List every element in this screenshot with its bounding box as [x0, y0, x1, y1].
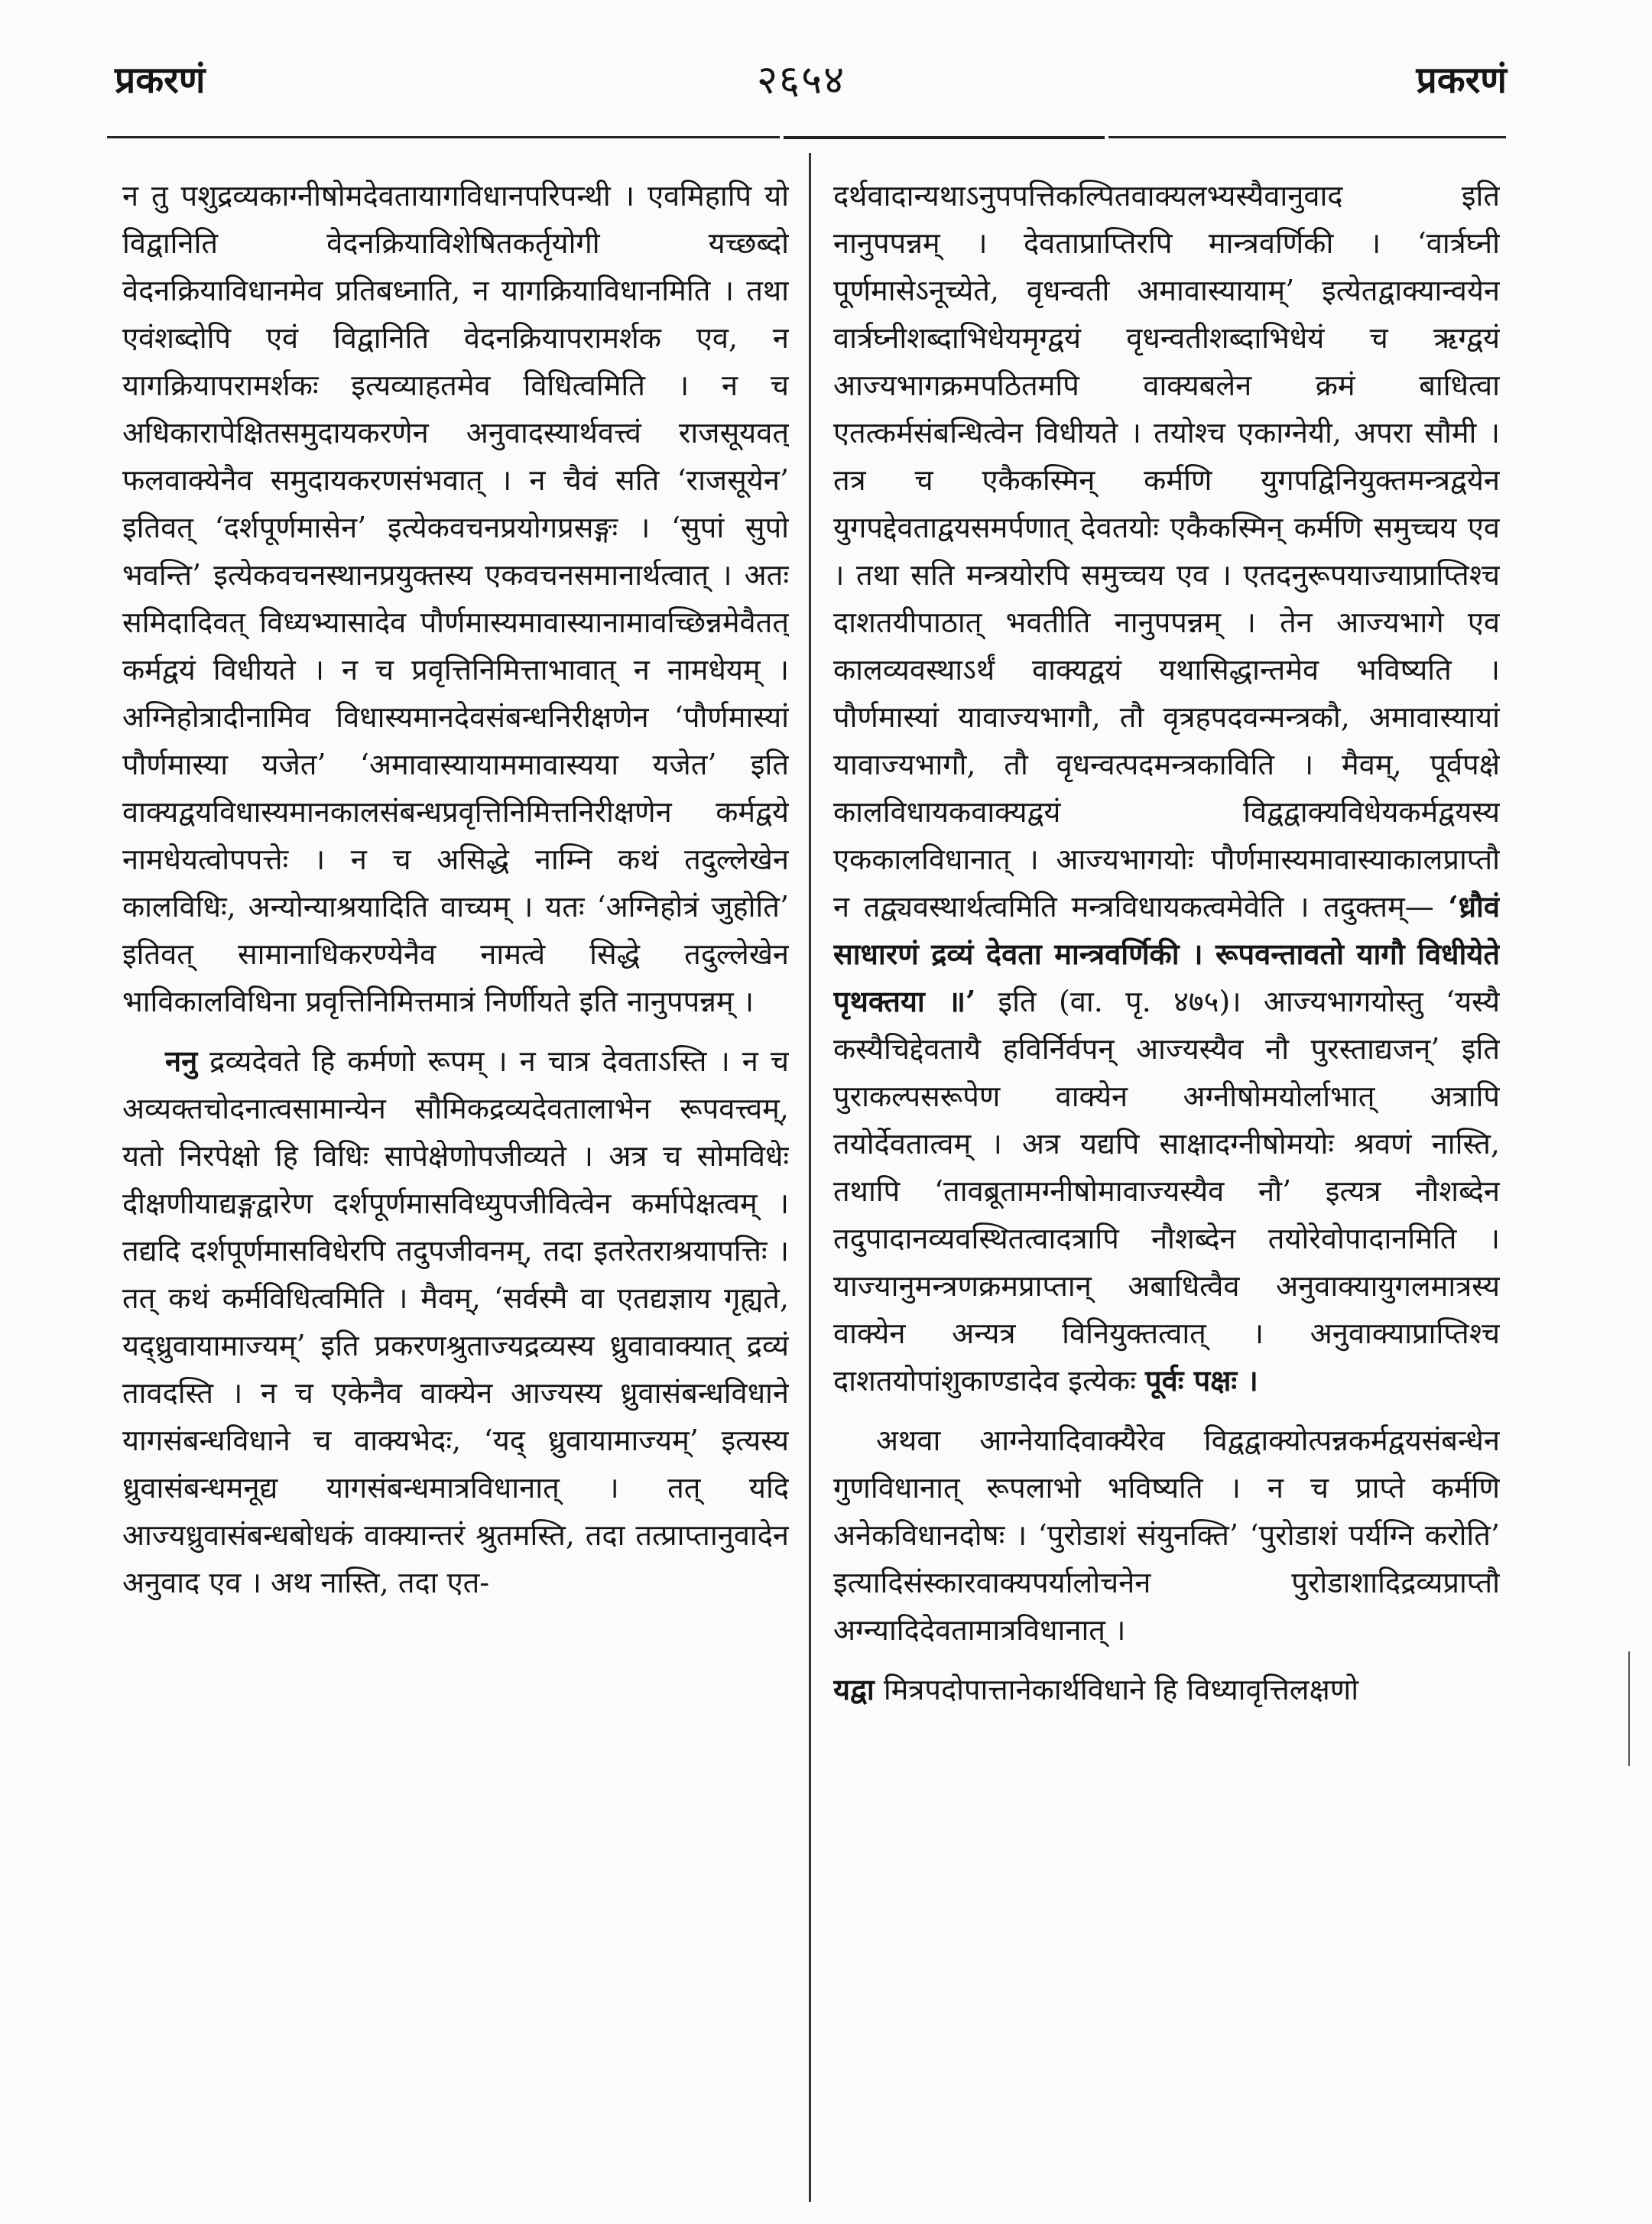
section-marker: पूर्वः पक्षः ।	[1144, 1363, 1258, 1398]
paragraph-text: द्रव्यदेवते हि कर्मणो रूपम् । न चात्र देवताऽस्ति । न च अव्यक्तचोदनात्वसामान्येन सौमिकद्रव्यदेवतालाभेन रूपवत्त्वम्, यतो निरपेक्षो हि विधिः सापेक्षेणोपजीव्यते । अत्र च सोमविधेः दीक्षणीयाद्यङ्गद्वारेण दर्शपूर्णमासविध्युपजीवित्वेन कर्मापेक्षत्वम् । तद्यदि दर्शपूर्णमासविधेरपि तदुपजीवनम्, तदा इतरेतराश्रयापत्तिः । तत् कथं कर्मविधित्वमिति । मैवम्, ‘सर्वस्मै वा एतद्यज्ञाय गृह्यते, यद्ध्रुवायामाज्यम्’ इति प्रकरणश्रुताज्यद्रव्यस्य ध्रुवावाक्यात् द्रव्यं तावदस्ति । न च एकेनैव वाक्येन आज्यस्य ध्रुवासंबन्धविधाने यागसंबन्धविधाने च वाक्यभेदः, ‘यद् ध्रुवायामाज्यम्’ इत्यस्य ध्रुवासंबन्धमनूद्य यागसंबन्धमात्रविधानात् । तत् यदि आज्यध्रुवासंबन्धबोधकं वाक्यान्तरं श्रुतमस्ति, तदा तत्प्राप्तानुवादेन अनुवाद एव । अथ नास्ति, तदा एत-	[122, 1044, 789, 1599]
verse-quote: ‘ध्रौवं साधारणं द्रव्यं देवता मान्त्रवर्णिकी । रूपवन्तावतो यागौ विधीयेते पृथक्तया ॥’	[833, 889, 1500, 1018]
column-divider	[809, 153, 811, 2202]
right-column	[833, 172, 1500, 2206]
paragraph-text: इति (वा. पृ. ४७५)। आज्यभागयोस्तु ‘यस्यै कस्यैचिद्देवतायै हविर्निर्वपन् आज्यस्यैव नौ पुरस्ताद्यजन्’ इति पुराकल्पसरूपेण वाक्येन अग्नीषोमयोर्लाभात् अत्रापि तयोर्देवतात्वम् । अत्र यद्यपि साक्षादग्नीषोमयोः श्रवणं नास्ति, तथापि ‘तावब्रूतामग्नीषोमावाज्यस्यैव नौ’ इत्यत्र नौशब्देन तदुपादानव्यवस्थितत्वादत्रापि नौशब्देन तयोरेवोपादानमिति । याज्यानुमन्त्रणक्रमप्राप्तान् अबाधित्वैव अनुवाक्यायुगलमात्रस्य वाक्येन अन्यत्र विनियुक्तत्वात् । अनुवाक्याप्राप्तिश्च दाशतयोपांशुकाण्डादेव इत्येकः	[833, 985, 1500, 1398]
header-rule	[107, 136, 780, 138]
paragraph-lead-word: अथवा	[876, 1424, 941, 1457]
margin-mark	[1628, 1651, 1630, 1766]
page-number: २६५४	[757, 57, 846, 103]
paragraph-text: आग्नेयादिवाक्यैरेव विद्वद्वाक्योत्पन्नकर्मद्वयसंबन्धेन गुणविधानात् रूपलाभो भविष्यति । न च प्राप्ते कर्मणि अनेकविधानदोषः । ‘पुरोडाशं संयुनक्ति’ ‘पुरोडाशं पर्यग्नि करोति’ इत्यादिसंस्कारवाक्यपर्यालोचनेन पुरोडाशादिद्रव्यप्राप्तौ अग्न्यादिदेवतामात्रविधानात् ।	[833, 1424, 1500, 1647]
running-header-left: प्रकरणं	[115, 59, 206, 102]
paragraph-text: मित्रपदोपात्तानेकार्थविधाने हि विध्यावृत्तिलक्षणो	[883, 1673, 1359, 1706]
running-header-right: प्रकरणं	[1416, 59, 1507, 102]
paragraph-lead-word: यद्वा	[833, 1672, 875, 1706]
paragraph	[833, 1666, 1500, 1713]
header-rule	[784, 136, 1105, 139]
header-rule	[1108, 136, 1506, 138]
paragraph	[833, 1417, 1500, 1654]
paragraph-text: दर्थवादान्यथाऽनुपपत्तिकल्पितवाक्यलभ्यस्यैवानुवाद इति नानुपपन्नम् । देवताप्राप्तिरपि मान्त्रवर्णिकी । ‘वार्त्रघ्नी पूर्णमासेऽनूच्येते, वृधन्वती अमावास्यायाम्’ इत्येतद्वाक्यान्वयेन वार्त्रघ्नीशब्दाभिधेयमृग्द्वयं वृधन्वतीशब्दाभिधेयं च ऋग्द्वयं आज्यभागक्रमपठितमपि वाक्यबलेन क्रमं बाधित्वा एतत्कर्मसंबन्धित्वेन विधीयते । तयोश्च एकाग्नेयी, अपरा सौमी । तत्र च एकैकस्मिन् कर्मणि युगपद्विनियुक्तमन्त्रद्वयेन युगपद्देवताद्वयसमर्पणात् देवतयोः एकैकस्मिन् कर्मणि समुच्चय एव । तथा सति मन्त्रयोरपि समुच्चय एव । एतदनुरूपयाज्याप्राप्तिश्च दाशतयीपाठात् भवतीति नानुपपन्नम् । तेन आज्यभागे एव कालव्यवस्थाऽर्थं वाक्यद्वयं यथासिद्धान्तमेव भविष्यति । पौर्णमास्यां यावाज्यभागौ, तौ वृत्रहपदवन्मन्त्रकौ, अमावास्यायां यावाज्यभागौ, तौ वृधन्वत्पदमन्त्रकाविति । मैवम्, पूर्वपक्षे कालविधायकवाक्यद्वयं विद्वद्वाक्यविधेयकर्मद्वयस्य एककालविधानात् । आज्यभागयोः पौर्णमास्यमावास्याकालप्राप्तौ न तद्व्यवस्थार्थत्वमिति मन्त्रविधायकत्वमेवेति । तदुक्तम्—	[833, 179, 1500, 924]
paragraph: न तु पशुद्रव्यकाग्नीषोमदेवतायागविधानपरिपन्थी । एवमिहापि यो विद्वानिति वेदनक्रियाविशेषितकर्तृयोगी यच्छब्दो वेदनक्रियाविधानमेव प्रतिबध्नाति, न यागक्रियाविधानमिति । तथा एवंशब्दोपि एवं विद्वानिति वेदनक्रियापरामर्शक एव, न यागक्रियापरामर्शकः इत्यव्याहतमेव विधित्वमिति । न च अधिकारापेक्षितसमुदायकरणेन अनुवादस्यार्थवत्त्वं राजसूयवत् फलवाक्येनैव समुदायकरणसंभवात् । न चैवं सति ‘राजसूयेन’ इतिवत् ‘दर्शपूर्णमासेन’ इत्येकवचनप्रयोगप्रसङ्गः । ‘सुपां सुपो भवन्ति’ इत्येकवचनस्थानप्रयुक्तस्य एकवचनसमानार्थत्वात् । अतः समिदादिवत् विध्यभ्यासादेव पौर्णमास्यमावास्यानामावच्छिन्नमेवैतत् कर्मद्वयं विधीयते । न च प्रवृत्तिनिमित्ताभावात् न नामधेयम् । अग्निहोत्रादीनामिव विधास्यमानदेवसंबन्धनिरीक्षणेन ‘पौर्णमास्यां पौर्णमास्या यजेत’ ‘अमावास्यायाममावास्यया यजेत’ इति वाक्यद्वयविधास्यमानकालसंबन्धप्रवृत्तिनिमित्तनिरीक्षणेन कर्मद्वये नामधेयत्वोपपत्तेः । न च असिद्धे नाम्नि कथं तदुल्लेखेन कालविधिः, अन्योन्याश्रयादिति वाच्यम् । यतः ‘अग्निहोत्रं जुहोति’ इतिवत् सामानाधिकरण्येनैव नामत्वे सिद्धे तदुल्लेखेन भाविकालविधिना प्रवृत्तिनिमित्तमात्रं निर्णीयते इति नानुपपन्नम् ।	[122, 179, 789, 1018]
paragraph	[122, 1037, 789, 1606]
left-column	[122, 172, 789, 2206]
paragraph-lead-word: ननु	[165, 1044, 198, 1078]
paragraph	[833, 172, 1500, 1404]
